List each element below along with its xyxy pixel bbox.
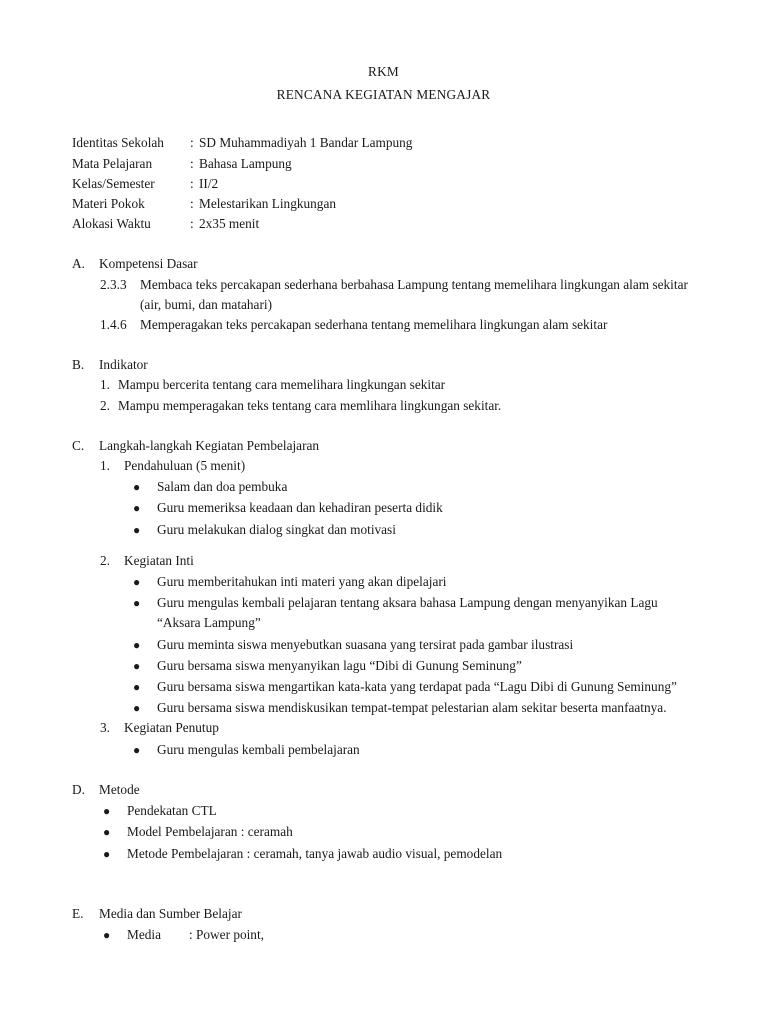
bullet-icon: ● bbox=[133, 658, 141, 673]
section-letter: C. bbox=[72, 437, 85, 453]
list-item-text: Model Pembelajaran : ceramah bbox=[127, 824, 293, 840]
spacer bbox=[72, 864, 695, 884]
identity-row-time-allocation bbox=[72, 214, 695, 234]
list-item-text: Guru bersama siswa mendiskusikan tempat-tempat pelestarian alam sekitar beserta manfaatnya. bbox=[157, 700, 667, 716]
bullet-icon: ● bbox=[103, 927, 111, 942]
list-item-text: Salam dan doa pembuka bbox=[157, 479, 288, 495]
identity-colon: : bbox=[190, 155, 194, 171]
bullet-icon: ● bbox=[103, 825, 111, 840]
section-letter: B. bbox=[72, 357, 85, 373]
media-label: Media bbox=[127, 926, 161, 942]
section-langkah-kegiatan bbox=[72, 436, 695, 760]
title-abbreviation: RKM bbox=[368, 64, 399, 79]
competency-code: 1.4.6 bbox=[100, 317, 127, 333]
list-item bbox=[133, 593, 695, 633]
list-item-text: Guru mengulas kembali pelajaran tentang aksara bahasa Lampung dengan menyanyikan Lagu “Aksara Lampung” bbox=[157, 595, 658, 631]
bullet-icon: ● bbox=[133, 501, 141, 516]
list-marker: 1. bbox=[100, 377, 110, 393]
section-letter: E. bbox=[72, 905, 84, 921]
bullet-icon: ● bbox=[133, 701, 141, 716]
list-item bbox=[133, 520, 695, 540]
bullet-icon: ● bbox=[133, 480, 141, 495]
bullet-icon: ● bbox=[133, 596, 141, 611]
identity-colon: : bbox=[190, 216, 194, 232]
bullet-icon: ● bbox=[103, 846, 111, 861]
section-heading bbox=[72, 780, 695, 800]
identity-label: Mata Pelajaran bbox=[72, 155, 153, 171]
identity-colon: : bbox=[190, 135, 194, 151]
bullet-icon: ● bbox=[133, 742, 141, 757]
list-item bbox=[133, 477, 695, 497]
list-item-text: Mampu bercerita tentang cara memelihara lingkungan sekitar bbox=[118, 377, 446, 393]
list-item-text: Pendekatan CTL bbox=[127, 803, 217, 819]
list-item bbox=[100, 375, 695, 395]
list-item bbox=[103, 801, 695, 821]
bullet-icon: ● bbox=[103, 804, 111, 819]
identity-colon: : bbox=[190, 175, 194, 191]
identity-value: Melestarikan Lingkungan bbox=[199, 196, 336, 212]
identity-label: Identitas Sekolah bbox=[72, 135, 164, 151]
list-item-text: Guru bersama siswa mengartikan kata-kata yang terdapat pada “Lagu Dibi di Gunung Seminung” bbox=[157, 679, 677, 695]
list-item bbox=[133, 740, 695, 760]
list-item bbox=[133, 677, 695, 697]
step-heading bbox=[100, 718, 695, 738]
section-heading bbox=[72, 904, 695, 924]
list-item bbox=[103, 844, 695, 864]
competency-text: Membaca teks percakapan sederhana berbahasa Lampung tentang memelihara lingkungan alam sekitar (air, bumi, dan matahari) bbox=[140, 276, 688, 312]
spacer bbox=[72, 540, 695, 551]
identity-row-class-semester bbox=[72, 174, 695, 194]
section-title: Langkah-langkah Kegiatan Pembelajaran bbox=[99, 437, 320, 453]
list-item-text: Guru memberitahukan inti materi yang akan dipelajari bbox=[157, 574, 447, 590]
list-item bbox=[133, 698, 695, 718]
section-title: Media dan Sumber Belajar bbox=[99, 905, 242, 921]
section-letter: D. bbox=[72, 781, 85, 797]
identity-row-school bbox=[72, 133, 695, 153]
list-item bbox=[133, 572, 695, 592]
competency-text: Memperagakan teks percakapan sederhana tentang memelihara lingkungan alam sekitar bbox=[140, 317, 608, 333]
bullet-icon: ● bbox=[133, 522, 141, 537]
list-item bbox=[100, 315, 695, 335]
step-heading bbox=[100, 456, 695, 476]
list-item bbox=[133, 498, 695, 518]
section-letter: A. bbox=[72, 256, 85, 272]
list-item-text: Guru bersama siswa menyanyikan lagu “Dibi di Gunung Seminung” bbox=[157, 657, 522, 673]
section-indikator bbox=[72, 355, 695, 416]
list-item bbox=[133, 656, 695, 676]
media-entry bbox=[127, 925, 695, 945]
step-title: Kegiatan Inti bbox=[124, 552, 194, 568]
section-title: Indikator bbox=[99, 357, 148, 373]
bullet-icon: ● bbox=[133, 637, 141, 652]
section-media-sumber-belajar bbox=[72, 904, 695, 945]
bullet-list bbox=[133, 477, 695, 540]
identity-colon: : bbox=[190, 196, 194, 212]
document-content bbox=[72, 62, 695, 945]
media-value: : Power point, bbox=[189, 926, 264, 942]
title-full: RENCANA KEGIATAN MENGAJAR bbox=[276, 87, 491, 103]
section-title: Metode bbox=[99, 781, 140, 797]
identity-row-main-material bbox=[72, 194, 695, 214]
bullet-icon: ● bbox=[133, 680, 141, 695]
identity-label: Alokasi Waktu bbox=[72, 216, 151, 232]
identity-label: Kelas/Semester bbox=[72, 175, 155, 191]
section-title: Kompetensi Dasar bbox=[99, 256, 198, 272]
section-metode bbox=[72, 780, 695, 864]
step-title: Kegiatan Penutup bbox=[124, 720, 219, 736]
section-heading bbox=[72, 355, 695, 375]
list-marker: 2. bbox=[100, 397, 110, 413]
identity-value: 2x35 menit bbox=[199, 216, 260, 232]
list-item bbox=[103, 822, 695, 842]
bullet-list bbox=[133, 572, 695, 718]
bullet-list bbox=[103, 925, 695, 945]
identity-row-subject bbox=[72, 154, 695, 174]
list-item bbox=[133, 635, 695, 655]
step-heading bbox=[100, 551, 695, 571]
step-marker: 2. bbox=[100, 552, 110, 568]
identity-label: Materi Pokok bbox=[72, 196, 145, 212]
step-marker: 1. bbox=[100, 458, 110, 474]
identity-value: SD Muhammadiyah 1 Bandar Lampung bbox=[199, 135, 413, 151]
document-title-block bbox=[72, 62, 695, 105]
list-item-text: Guru melakukan dialog singkat dan motivasi bbox=[157, 521, 396, 537]
identity-table bbox=[72, 133, 695, 234]
list-item bbox=[100, 396, 695, 416]
list-item-text: Mampu memperagakan teks tentang cara memlihara lingkungan sekitar. bbox=[118, 397, 502, 413]
step-marker: 3. bbox=[100, 720, 110, 736]
identity-value: Bahasa Lampung bbox=[199, 155, 292, 171]
list-item-text: Metode Pembelajaran : ceramah, tanya jawab audio visual, pemodelan bbox=[127, 845, 503, 861]
bullet-icon: ● bbox=[133, 575, 141, 590]
identity-value: II/2 bbox=[199, 175, 219, 191]
list-item bbox=[103, 925, 695, 945]
step-title: Pendahuluan (5 menit) bbox=[124, 458, 246, 474]
bullet-list bbox=[103, 801, 695, 864]
section-heading bbox=[72, 436, 695, 456]
section-heading bbox=[72, 254, 695, 274]
list-item-text: Guru memeriksa keadaan dan kehadiran peserta didik bbox=[157, 500, 443, 516]
list-item-text: Guru meminta siswa menyebutkan suasana yang tersirat pada gambar ilustrasi bbox=[157, 636, 574, 652]
list-item bbox=[100, 275, 695, 315]
list-item-text: Guru mengulas kembali pembelajaran bbox=[157, 741, 360, 757]
section-kompetensi-dasar bbox=[72, 254, 695, 335]
competency-code: 2.3.3 bbox=[100, 276, 127, 292]
bullet-list bbox=[133, 740, 695, 760]
